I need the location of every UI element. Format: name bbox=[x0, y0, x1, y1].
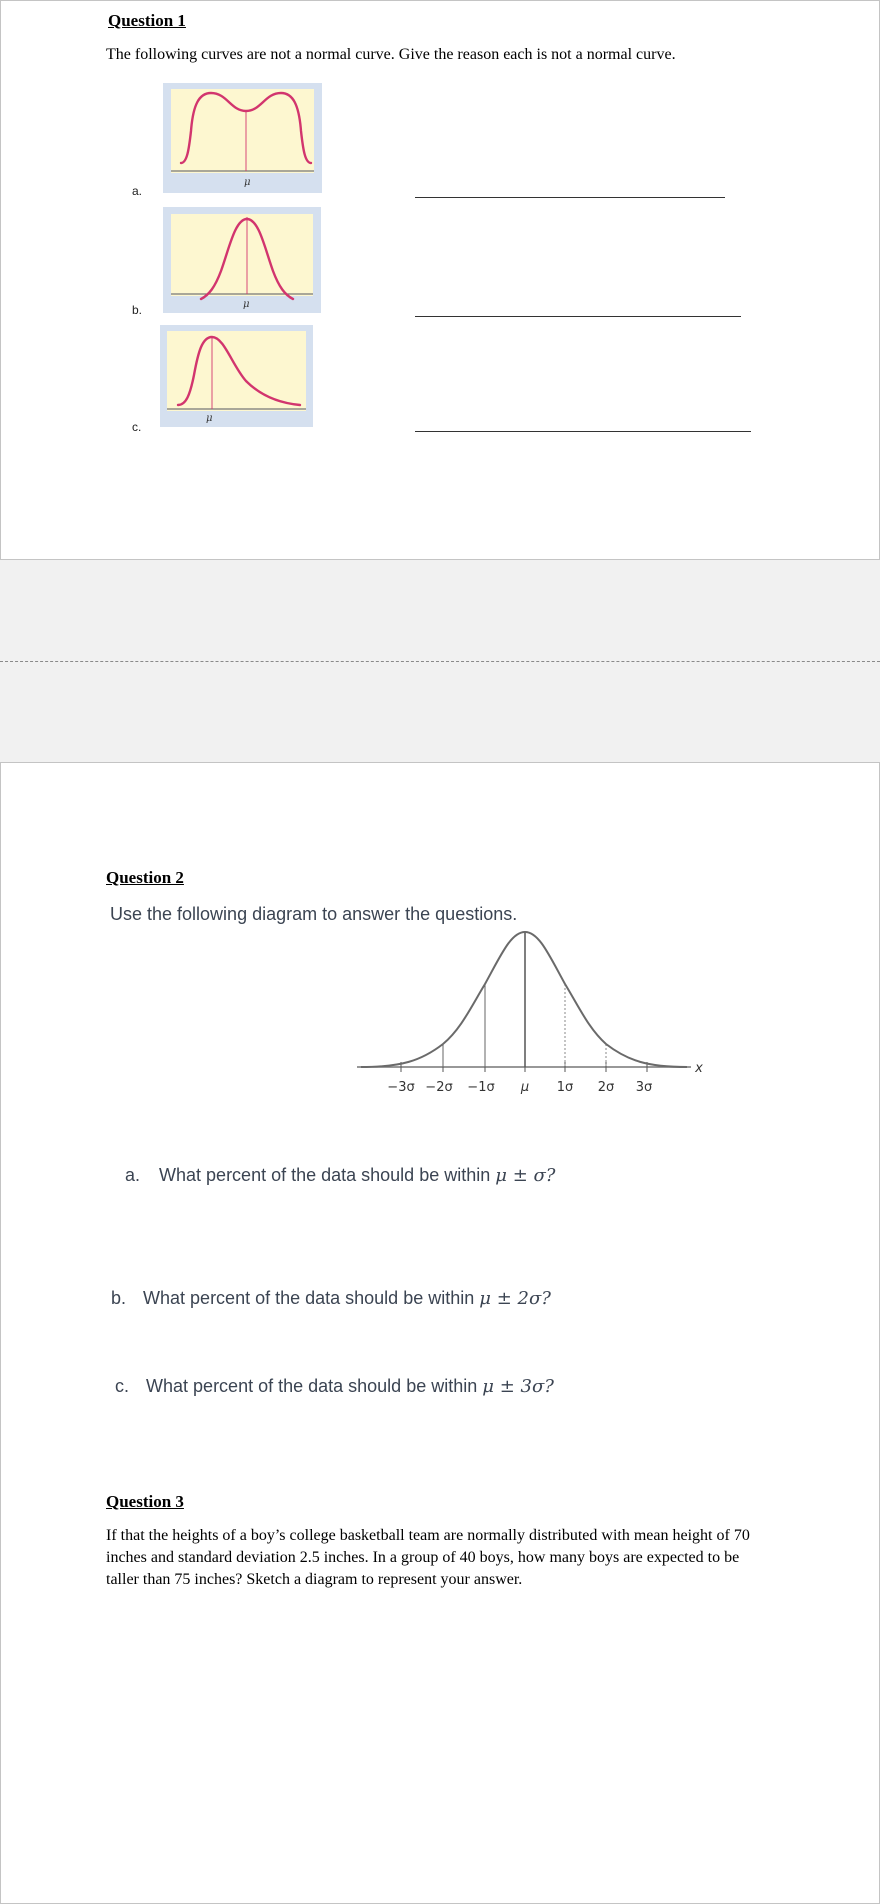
question-2-title: Question 2 bbox=[106, 868, 184, 887]
normal-distribution-diagram bbox=[351, 929, 711, 1113]
mu-label: μ bbox=[206, 413, 213, 424]
expression: ± 2σ? bbox=[490, 1288, 551, 1309]
bimodal-curve-figure bbox=[163, 83, 322, 193]
question-text: What percent of the data should be within bbox=[143, 1288, 475, 1308]
tick-label: −3σ bbox=[387, 1080, 415, 1095]
question-1-title: Question 1 bbox=[108, 11, 186, 30]
question-3-title: Question 3 bbox=[106, 1492, 184, 1511]
item-label: a. bbox=[125, 1165, 141, 1185]
question-text: What percent of the data should be within bbox=[159, 1165, 491, 1185]
question-2-prompt: Use the following diagram to answer the questions. bbox=[110, 904, 518, 924]
tick-label: 1σ bbox=[556, 1080, 574, 1095]
expression: ± σ? bbox=[506, 1165, 556, 1186]
mu-label: μ bbox=[244, 177, 251, 188]
item-label: c. bbox=[115, 1376, 130, 1396]
tick-label: −1σ bbox=[467, 1080, 495, 1095]
page-1 bbox=[0, 0, 880, 560]
expression: ± 3σ? bbox=[493, 1376, 554, 1397]
answer-line-c[interactable] bbox=[415, 431, 751, 432]
page-2 bbox=[0, 762, 880, 1904]
tick-label: 2σ bbox=[597, 1080, 615, 1095]
tick-label: −2σ bbox=[425, 1080, 453, 1095]
question-3-body: If that the heights of a boy’s college basketball team are normally distributed with mean height of 70 inches and standard deviation 2.5 inches. In a group of 40 boys, how many boys are expected to be taller than 75 inches? Sketch a diagram to represent your answer. bbox=[106, 1527, 750, 1588]
mu-symbol: μ bbox=[482, 1376, 494, 1397]
tick-label: μ bbox=[520, 1080, 530, 1095]
question-text: What percent of the data should be within bbox=[146, 1376, 478, 1396]
mu-symbol: μ bbox=[495, 1165, 507, 1186]
page-break-divider bbox=[0, 661, 880, 662]
item-b-label: b. bbox=[132, 303, 143, 317]
tick-label: 3σ bbox=[635, 1080, 653, 1095]
answer-line-b[interactable] bbox=[415, 316, 741, 317]
question-2c bbox=[115, 1376, 554, 1397]
mu-label: μ bbox=[243, 299, 250, 310]
answer-line-a[interactable] bbox=[415, 197, 725, 198]
item-c-label: c. bbox=[132, 420, 142, 434]
item-a-label: a. bbox=[132, 184, 143, 198]
question-2a bbox=[125, 1165, 555, 1186]
question-1-prompt: The following curves are not a normal curve. Give the reason each is not a normal curve. bbox=[106, 46, 676, 63]
skewed-curve-figure bbox=[160, 325, 313, 427]
question-2b bbox=[111, 1288, 551, 1309]
mu-symbol: μ bbox=[479, 1288, 491, 1309]
item-label: b. bbox=[111, 1288, 127, 1308]
truncated-curve-figure bbox=[163, 207, 321, 313]
axis-label: x bbox=[695, 1061, 703, 1076]
